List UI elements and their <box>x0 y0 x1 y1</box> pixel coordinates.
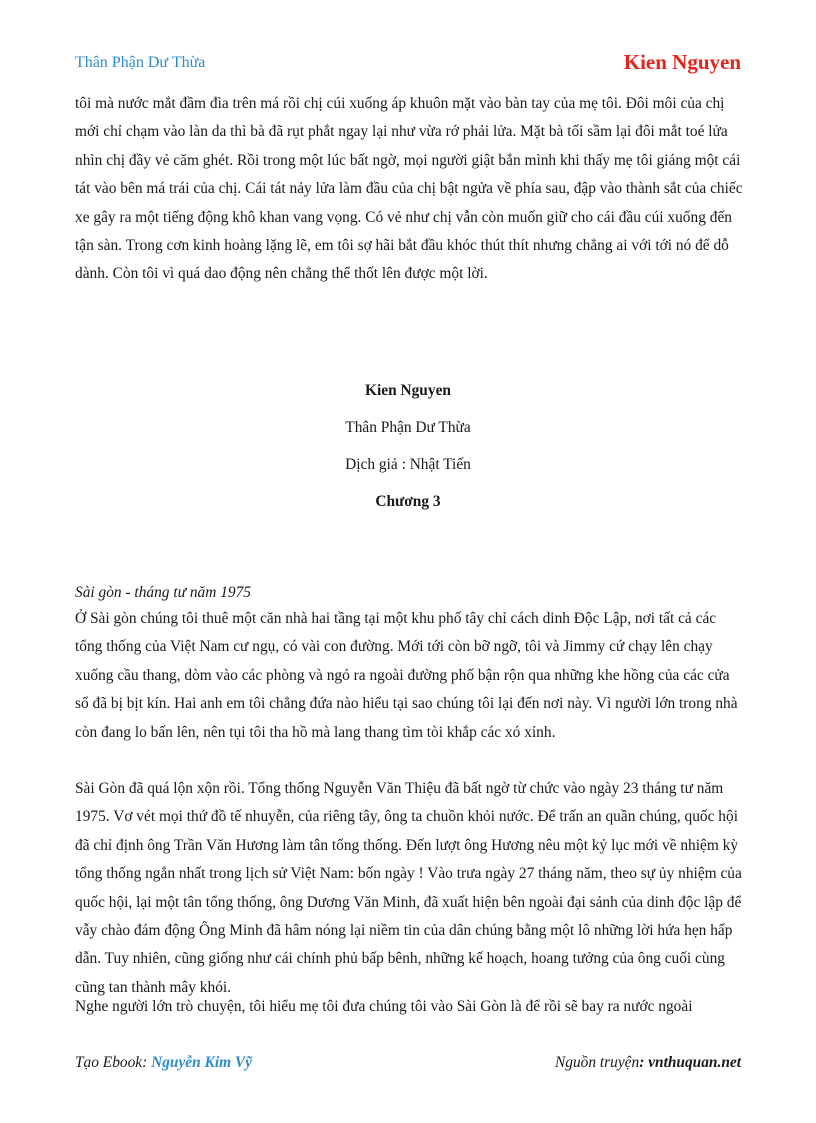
place-date: Sài gòn - tháng tư năm 1975 <box>75 584 251 601</box>
header-book-title: Thân Phận Dư Thừa <box>75 54 206 71</box>
footer-ebook-label: Tạo Ebook <box>75 1054 143 1071</box>
paragraph-continuation: tôi mà nước mắt đầm đìa trên má rồi chị cúi xuống áp khuôn mặt vào bàn tay của mẹ tôi. Đôi môi của chị mới chỉ chạm vào làn da thì bà đã rụt phắt ngay lại như vừa rớ phải lửa. Mặt bà tối sầm lại đôi mắt toé lửa nhìn chị đầy vẻ căm ghét. Rồi trong một lúc bất ngờ, mọi người giật bắn mình khi thấy mẹ tôi giáng một cái tát vào bên má trái của chị. Cái tát nảy lửa làm đầu của chị bật ngửa về phía sau, đập vào thành sắt của chiếc xe gây ra một tiếng động khô khan vang vọng. Có vẻ như chị vẫn còn muốn giữ cho cái đầu cúi xuống đến tận sàn. Trong cơn kinh hoàng lặng lẽ, em tôi sợ hãi bắt đầu khóc thút thít nhưng chẳng ai với tới nó để dỗ dành. Còn tôi vì quá dao động nên chẳng thể thốt lên được một lời. <box>75 95 743 283</box>
chapter-translator: Dịch giả : Nhật Tiến <box>345 456 471 473</box>
footer-source-label: Nguồn truyện <box>554 1054 640 1071</box>
paragraph-leaving: Nghe người lớn trò chuyện, tôi hiểu mẹ tôi đưa chúng tôi vào Sài Gòn là để rồi sẽ bay ra nước ngoài <box>75 998 693 1015</box>
page-header <box>75 50 741 76</box>
paragraph-saigon-house: Ở Sài gòn chúng tôi thuê một căn nhà hai tầng tại một khu phố tây chỉ cách dinh Độc Lập, nơi tất cả các tổng thống của Việt Nam cư ngụ, có vài con đường. Mới tới còn bỡ ngỡ, tôi và Jimmy cứ chạy lên chạy xuống cầu thang, dòm vào các phòng và ngó ra ngoài đường phố bận rộn qua những khe hồng của các cửa sổ đã bị bịt kín. Hai anh em tôi chẳng đứa nào hiểu tại sao chúng tôi lại đến nơi này. Vì người lớn trong nhà còn đang lo bấn lên, nên tụi tôi tha hồ mà lang thang tìm tòi khắp các xó xỉnh. <box>75 610 738 741</box>
chapter-number: Chương 3 <box>375 493 441 510</box>
footer-source-site: vnthuquan.net <box>648 1054 741 1071</box>
chapter-author: Kien Nguyen <box>365 382 451 399</box>
footer-ebook-name: Nguyễn Kim Vỹ <box>151 1054 253 1071</box>
footer-source-credit <box>555 1054 741 1072</box>
chapter-book-title: Thân Phận Dư Thừa <box>345 419 471 436</box>
footer-ebook-separator: : <box>142 1054 152 1071</box>
paragraph-saigon-politics: Sài Gòn đã quá lộn xộn rồi. Tổng thống Nguyễn Văn Thiệu đã bất ngờ từ chức vào ngày 23 tháng tư năm 1975. Vơ vét mọi thứ đồ tế nhuyễn, của riêng tây, ông ta chuồn khỏi nước. Để trấn an quần chúng, quốc hội đã chỉ định ông Trần Văn Hương làm tân tổng thống. Đến lượt ông Hương nêu một kỷ lục mới về nhiệm kỳ tổng thống ngắn nhất trong lịch sử Việt Nam: bốn ngày ! Vào trưa ngày 27 tháng năm, theo sự ủy nhiệm của quốc hội, lại một tân tổng thống, ông Dương Văn Minh, đã xuất hiện bên ngoài đại sảnh của dinh độc lập để vẫy chào đám động Ông Minh đã hâm nóng lại niềm tin của dân chúng bằng một lô những lời hứa hẹn hấp dẫn. Tuy nhiên, cũng giống như cái chính phủ bấp bênh, những kế hoạch, hoang tưởng của ông cuối cùng cũng tan thành mây khói. <box>75 780 742 996</box>
page-footer <box>75 1054 741 1076</box>
footer-ebook-credit <box>75 1054 252 1072</box>
header-author: Kien Nguyen <box>623 50 741 74</box>
footer-source-separator: : <box>639 1054 649 1071</box>
